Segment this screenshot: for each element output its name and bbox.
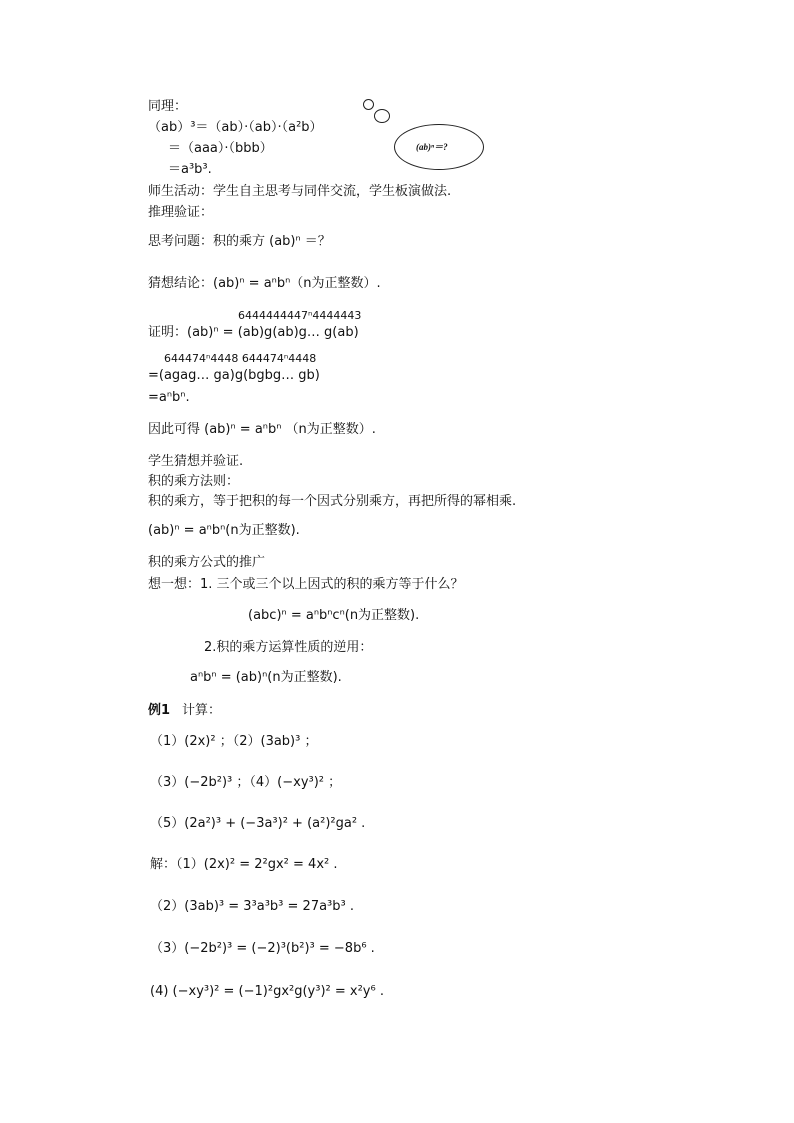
- rule-text: 积的乘方，等于把积的每一个因式分别乘方，再把所得的幂相乘.: [148, 494, 517, 509]
- solution-4: (4) (−xy³)² = (−1)²gx²g(y³)² = x²y⁶ .: [150, 984, 384, 999]
- example-text: 计算：: [182, 703, 222, 718]
- example-label: 例1: [148, 703, 171, 718]
- question-3-4: （3）(−2b²)³ ；（4）(−xy³)² ；: [150, 775, 342, 790]
- solution-3: （3）(−2b²)³ = (−2)³(b²)³ = −8b⁶ .: [150, 941, 375, 956]
- proof-line-2: =(agag… ga)g(bgbg… gb): [148, 368, 320, 383]
- inverse-formula: aⁿbⁿ = (ab)ⁿ(n为正整数).: [190, 670, 342, 685]
- extend-title: 积的乘方公式的推广: [148, 555, 266, 570]
- thought-cloud-text: (ab)ⁿ＝?: [416, 142, 448, 152]
- reasoning-heading: 推理验证：: [148, 205, 214, 220]
- overbrace-garble-1: 6444444447ⁿ4444443: [238, 309, 362, 322]
- solution-1: 解：（1）(2x)² = 2²gx² = 4x² .: [150, 857, 338, 872]
- tongli-heading: 同理：: [148, 99, 188, 114]
- proof-line-1: 证明：(ab)ⁿ = (ab)g(ab)g… g(ab): [148, 325, 359, 340]
- thought-bubble-medium: [374, 109, 390, 123]
- abc-formula: (abc)ⁿ = aⁿbⁿcⁿ(n为正整数).: [248, 608, 420, 623]
- activity-text: 师生活动：学生自主思考与同伴交流，学生板演做法.: [148, 184, 452, 199]
- thought-cloud: [394, 124, 484, 170]
- derivation-line-2: ＝（aaa）·（bbb）: [168, 141, 273, 156]
- question-5: （5）(2a²)³ + (−3a³)² + (a²)²ga² .: [150, 816, 366, 831]
- guess-conclusion: 猜想结论：(ab)ⁿ = aⁿbⁿ（n为正整数）.: [148, 276, 381, 291]
- question-1-2: （1）(2x)² ；（2）(3ab)³ ；: [150, 734, 318, 749]
- inverse-heading: 2.积的乘方运算性质的逆用：: [204, 640, 373, 655]
- think-line: 想一想：1. 三个或三个以上因式的积的乘方等于什么？: [148, 577, 464, 592]
- verify-line: 学生猜想并验证.: [148, 454, 244, 469]
- thought-bubble-small: [363, 99, 374, 110]
- therefore-line: 因此可得 (ab)ⁿ = aⁿbⁿ （n为正整数）.: [148, 422, 376, 437]
- rule-formula: (ab)ⁿ = aⁿbⁿ(n为正整数).: [148, 523, 300, 538]
- proof-line-3: =aⁿbⁿ.: [148, 390, 190, 405]
- think-question: 思考问题：积的乘方 (ab)ⁿ ＝？: [148, 234, 331, 249]
- solution-2: （2）(3ab)³ = 3³a³b³ = 27a³b³ .: [150, 899, 355, 914]
- derivation-line-3: ＝a³b³.: [168, 162, 212, 177]
- derivation-line-1: （ab）³＝（ab）·（ab）·（a²b）: [148, 120, 323, 135]
- rule-title: 积的乘方法则：: [148, 474, 240, 489]
- overbrace-garble-2: 644474ⁿ4448 644474ⁿ4448: [164, 352, 317, 365]
